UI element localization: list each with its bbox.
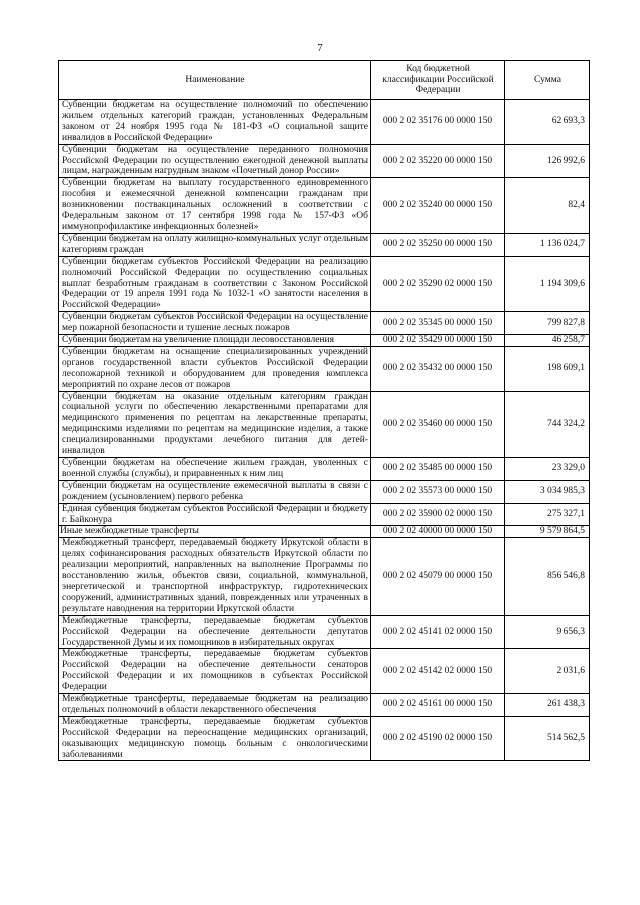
cell-name: Субвенции бюджетам субъектов Российской Федерации на реализацию полномочий Российской Федерации по осуществлению социальных выплат безработным гражданам в соответствии с Законом Российской Федерации от 19 апреля 1991 года № 1032-1 «О занятости населения в Российской Федерации» xyxy=(59,256,371,312)
cell-sum: 514 562,5 xyxy=(505,716,590,761)
cell-code: 000 2 02 35290 02 0000 150 xyxy=(371,256,505,312)
cell-sum: 23 329,0 xyxy=(505,458,590,481)
table-row xyxy=(59,178,590,234)
cell-sum: 856 546,8 xyxy=(505,538,590,615)
cell-code: 000 2 02 35900 02 0000 150 xyxy=(371,503,505,526)
cell-code: 000 2 02 45190 02 0000 150 xyxy=(371,716,505,761)
table-row xyxy=(59,503,590,526)
cell-code: 000 2 02 35345 00 0000 150 xyxy=(371,312,505,335)
table-header-row xyxy=(59,61,590,100)
table-body xyxy=(59,100,590,761)
cell-code: 000 2 02 35429 00 0000 150 xyxy=(371,335,505,347)
cell-code: 000 2 02 45079 00 0000 150 xyxy=(371,538,505,615)
cell-name: Субвенции бюджетам на осуществление полномочий по обеспечению жильем отдельных категорий граждан, установленных Федеральным законом от 24 ноября 1995 года № 181-ФЗ «О социальной защите инвалидов в Российской Федерации» xyxy=(59,100,371,145)
cell-name: Иные межбюджетные трансферты xyxy=(59,526,371,538)
cell-code: 000 2 02 45141 02 0000 150 xyxy=(371,615,505,649)
cell-code: 000 2 02 35220 00 0000 150 xyxy=(371,144,505,178)
cell-sum: 62 693,3 xyxy=(505,100,590,145)
cell-code: 000 2 02 45142 02 0000 150 xyxy=(371,649,505,694)
cell-name: Субвенции бюджетам на осуществление ежемесячной выплаты в связи с рождением (усыновлением) первого ребенка xyxy=(59,480,371,503)
cell-name: Субвенции бюджетам на выплату государственного единовременного пособия и ежемесячной денежной компенсации гражданам при возникновении поствакцинальных осложнений в соответствии с Федеральным законом от 17 сентября 1998 года № 157-ФЗ «Об иммунопрофилактике инфекционных болезней» xyxy=(59,178,371,234)
cell-sum: 744 324,2 xyxy=(505,391,590,457)
cell-code: 000 2 02 35240 00 0000 150 xyxy=(371,178,505,234)
cell-sum: 799 827,8 xyxy=(505,312,590,335)
cell-code: 000 2 02 35485 00 0000 150 xyxy=(371,458,505,481)
table-row xyxy=(59,538,590,615)
cell-name: Субвенции бюджетам на осуществление переданного полномочия Российской Федерации по осуществлению ежегодной денежной выплаты лицам, награжденным нагрудным знаком «Почетный донор России» xyxy=(59,144,371,178)
cell-sum: 82,4 xyxy=(505,178,590,234)
cell-code: 000 2 02 35432 00 0000 150 xyxy=(371,346,505,391)
cell-name: Субвенции бюджетам на оказание отдельным категориям граждан социальной услуги по обеспечению лекарственными препаратами для медицинского применения по рецептам на лекарственные препараты, медицинскими изделиями по рецептам на медицинские изделия, а также специализированными продуктами лечебного питания для детей-инвалидов xyxy=(59,391,371,457)
table-row xyxy=(59,649,590,694)
cell-name: Единая субвенция бюджетам субъектов Российской Федерации и бюджету г. Байконура xyxy=(59,503,371,526)
cell-name: Субвенции бюджетам на увеличение площади лесовосстановления xyxy=(59,335,371,347)
cell-name: Межбюджетные трансферты, передаваемые бюджетам субъектов Российской Федерации на обеспечение деятельности сенаторов Российской Федерации и их помощников в субъектах Российской Федерации xyxy=(59,649,371,694)
table-row xyxy=(59,615,590,649)
cell-sum: 46 258,7 xyxy=(505,335,590,347)
cell-code: 000 2 02 40000 00 0000 150 xyxy=(371,526,505,538)
cell-sum: 261 438,3 xyxy=(505,694,590,717)
cell-code: 000 2 02 35176 00 0000 150 xyxy=(371,100,505,145)
table-row xyxy=(59,100,590,145)
page-number: 7 xyxy=(317,42,323,54)
table-row xyxy=(59,694,590,717)
cell-sum: 9 656,3 xyxy=(505,615,590,649)
cell-sum: 9 579 864,5 xyxy=(505,526,590,538)
cell-name: Межбюджетные трансферты, передаваемые бюджетам субъектов Российской Федерации на обеспечение деятельности депутатов Государственной Думы и их помощников в избирательных округах xyxy=(59,615,371,649)
table-row xyxy=(59,458,590,481)
cell-name: Субвенции бюджетам на оплату жилищно-коммунальных услуг отдельным категориям граждан xyxy=(59,233,371,256)
cell-sum: 198 609,1 xyxy=(505,346,590,391)
budget-table xyxy=(58,60,590,761)
cell-name: Межбюджетные трансферты, передаваемые бюджетам на реализацию отдельных полномочий в области лекарственного обеспечения xyxy=(59,694,371,717)
header-code: Код бюджетной классификации Российской Федерации xyxy=(371,61,505,100)
header-name: Наименование xyxy=(59,61,371,100)
cell-code: 000 2 02 35573 00 0000 150 xyxy=(371,480,505,503)
cell-name: Субвенции бюджетам субъектов Российской Федерации на осуществление мер пожарной безопасности и тушение лесных пожаров xyxy=(59,312,371,335)
cell-sum: 3 034 985,3 xyxy=(505,480,590,503)
table-row xyxy=(59,480,590,503)
cell-code: 000 2 02 35250 00 0000 150 xyxy=(371,233,505,256)
cell-sum: 2 031,6 xyxy=(505,649,590,694)
table-row xyxy=(59,233,590,256)
table-row xyxy=(59,346,590,391)
table-row xyxy=(59,256,590,312)
table-row xyxy=(59,335,590,347)
cell-name: Субвенции бюджетам на обеспечение жильем граждан, уволенных с военной службы (службы), и приравненных к ним лиц xyxy=(59,458,371,481)
table-row xyxy=(59,716,590,761)
cell-sum: 1 194 309,6 xyxy=(505,256,590,312)
cell-name: Межбюджетный трансферт, передаваемый бюджету Иркутской области в целях софинансирования расходных обязательств Иркутской области по реализации мероприятий, направленных на выполнение Программы по восстановлению жилья, объектов связи, социальной, коммунальной, энергетической и транспортной инфраструктур, гидротехнических сооружений, административных зданий, поврежденных или утраченных в результате наводнения на территории Иркутской области xyxy=(59,538,371,615)
cell-sum: 275 327,1 xyxy=(505,503,590,526)
table-row xyxy=(59,312,590,335)
cell-code: 000 2 02 45161 00 0000 150 xyxy=(371,694,505,717)
table-row xyxy=(59,391,590,457)
cell-code: 000 2 02 35460 00 0000 150 xyxy=(371,391,505,457)
table-row xyxy=(59,526,590,538)
cell-name: Субвенции бюджетам на оснащение специализированных учреждений органов государственной власти субъектов Российской Федерации лесопожарной техникой и оборудованием для проведения комплекса мероприятий по охране лесов от пожаров xyxy=(59,346,371,391)
cell-sum: 1 136 024,7 xyxy=(505,233,590,256)
table-row xyxy=(59,144,590,178)
cell-name: Межбюджетные трансферты, передаваемые бюджетам субъектов Российской Федерации на переоснащение медицинских организаций, оказывающих медицинскую помощь больным с онкологическими заболеваниями xyxy=(59,716,371,761)
header-sum: Сумма xyxy=(505,61,590,100)
cell-sum: 126 992,6 xyxy=(505,144,590,178)
